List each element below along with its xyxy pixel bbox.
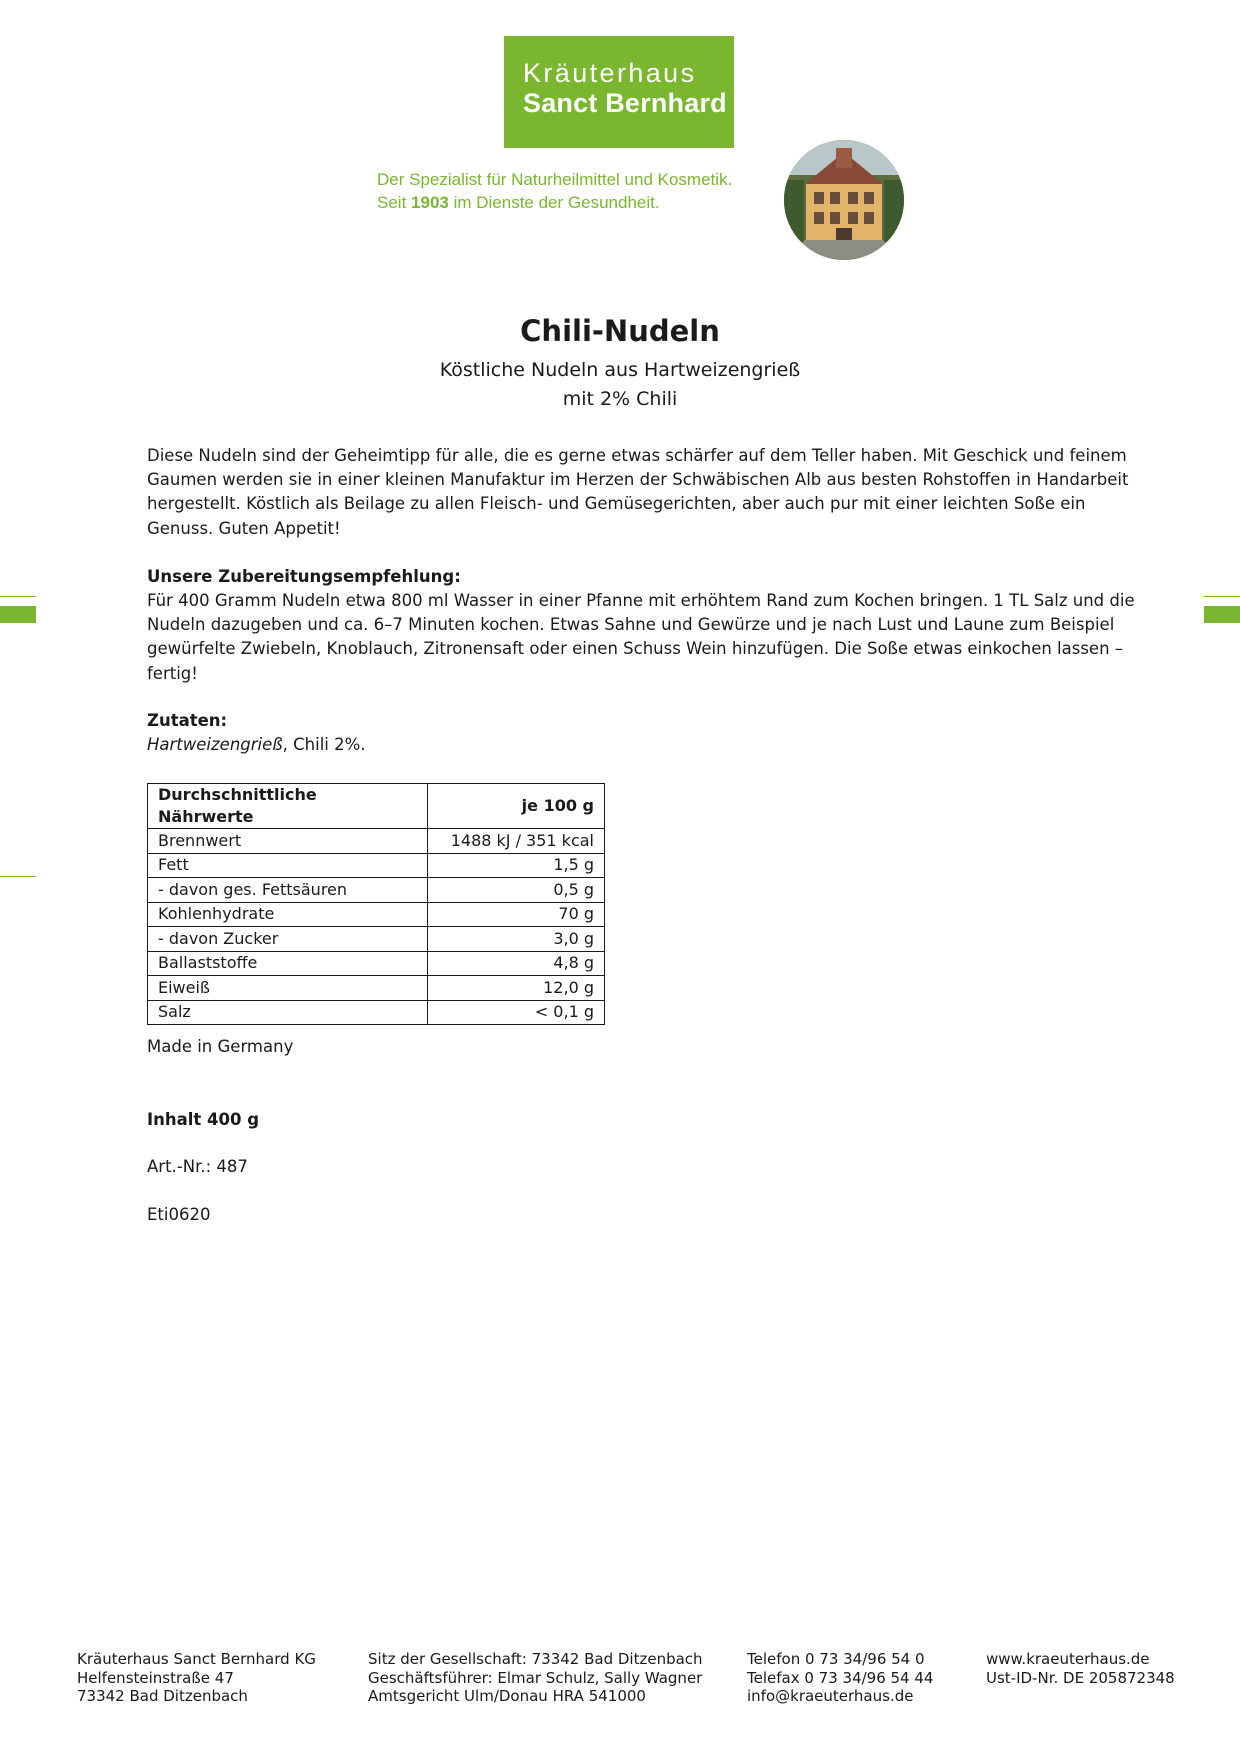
fold-mark-left <box>0 876 36 877</box>
preparation-text: Für 400 Gramm Nudeln etwa 800 ml Wasser in einer Pfanne mit erhöhtem Rand zum Kochen bringen. 1 TL Salz und die Nudeln dazugeben und ca. 6–7 Minuten kochen. Etwas Sahne und Gewürze und je nach Lust und Laune zum Beispiel gewürfelte Zwiebeln, Knoblauch, Zitronensaft oder einen Schuss Wein hinzufügen. Die Soße etwas einkochen lassen – fertig! <box>147 591 1135 683</box>
ingredients-text <box>147 733 1137 757</box>
article-number: Art.-Nr.: 487 <box>147 1157 248 1176</box>
subtitle-line-1: Köstliche Nudeln aus Hartweizengrieß <box>439 359 801 381</box>
label-code: Eti0620 <box>147 1205 211 1224</box>
table-row <box>148 927 605 952</box>
table-row <box>148 853 605 878</box>
footer-line: Amtsgericht Ulm/Donau HRA 541000 <box>368 1687 646 1705</box>
footer-company <box>77 1650 316 1706</box>
footer-line: Helfensteinstraße 47 <box>77 1668 234 1687</box>
footer-line: Geschäftsführer: Elmar Schulz, Sally Wagner <box>368 1668 703 1687</box>
nutrient-value: 1488 kJ / 351 kcal <box>428 829 605 854</box>
footer-vat-id: Ust-ID-Nr. DE 205872348 <box>986 1668 1175 1687</box>
ingredients-rest: , Chili 2%. <box>282 735 366 754</box>
product-description: Diese Nudeln sind der Geheimtipp für alle, die es gerne etwas schärfer auf dem Teller haben. Mit Geschick und feinem Gaumen werden sie in einer kleinen Manufaktur im Herzen der Schwäbischen Alb aus besten Rohstoffen in Handarbeit hergestellt. Köstlich als Beilage zu allen Fleisch- und Gemüsegerichten, aber auch pur mit einer leichten Soße ein Genuss. Guten Appetit! <box>147 446 1129 538</box>
nutrition-header-value: je 100 g <box>428 784 605 829</box>
product-subtitle <box>0 356 1240 414</box>
nutrient-value: 12,0 g <box>428 976 605 1001</box>
nutrient-label: - davon ges. Fettsäuren <box>148 878 428 903</box>
nutrient-label: Eiweiß <box>148 976 428 1001</box>
nutrient-label: Fett <box>148 853 428 878</box>
nutrient-value: 3,0 g <box>428 927 605 952</box>
made-in: Made in Germany <box>147 1037 294 1056</box>
tagline-line-2 <box>377 191 732 214</box>
footer-fax: Telefax 0 73 34/96 54 44 <box>747 1668 934 1687</box>
tagline <box>377 168 732 214</box>
nutrient-value: 70 g <box>428 902 605 927</box>
footer-phone: Telefon 0 73 34/96 54 0 <box>747 1650 925 1668</box>
nutrient-label: - davon Zucker <box>148 927 428 952</box>
tagline-line-1: Der Spezialist für Naturheilmittel und Kosmetik. <box>377 170 733 189</box>
footer-website-link[interactable]: www.kraeuterhaus.de <box>986 1650 1150 1668</box>
nutrient-value: 0,5 g <box>428 878 605 903</box>
footer-legal <box>368 1650 703 1706</box>
table-row <box>148 976 605 1001</box>
nutrient-value: 4,8 g <box>428 951 605 976</box>
product-title: Chili-Nudeln <box>520 314 720 348</box>
table-row <box>148 829 605 854</box>
nutrient-label: Ballaststoffe <box>148 951 428 976</box>
footer-line: Sitz der Gesellschaft: 73342 Bad Ditzenbach <box>368 1650 703 1668</box>
nutrient-label: Brennwert <box>148 829 428 854</box>
footer-line: 73342 Bad Ditzenbach <box>77 1687 248 1705</box>
nutrition-header-label: Durchschnittliche Nährwerte <box>148 784 428 829</box>
crop-mark-left-line <box>0 596 36 597</box>
logo-line-1: Kräuterhaus <box>523 58 697 88</box>
content-amount: Inhalt 400 g <box>147 1110 260 1129</box>
ingredients-heading: Zutaten: <box>147 711 228 730</box>
subtitle-line-2: mit 2% Chili <box>562 388 678 410</box>
nutrient-value: < 0,1 g <box>428 1000 605 1025</box>
table-row <box>148 951 605 976</box>
crop-mark-left-bar <box>0 606 36 623</box>
tagline-year: 1903 <box>411 193 449 212</box>
footer-email-link[interactable]: info@kraeuterhaus.de <box>747 1687 914 1705</box>
logo-line-2: Sanct Bernhard <box>523 88 727 118</box>
tagline-suffix: im Dienste der Gesundheit. <box>448 193 660 212</box>
nutrient-value: 1,5 g <box>428 853 605 878</box>
tagline-prefix: Seit <box>377 193 412 212</box>
table-row <box>148 878 605 903</box>
nutrient-label: Salz <box>148 1000 428 1025</box>
preparation-heading: Unsere Zubereitungsempfehlung: <box>147 567 461 586</box>
footer-contact <box>747 1650 933 1706</box>
footer-web <box>986 1650 1175 1687</box>
house-photo-icon <box>784 140 904 260</box>
table-row <box>148 1000 605 1025</box>
crop-mark-right-line <box>1204 596 1240 597</box>
nutrition-table <box>147 783 605 1025</box>
brand-logo <box>504 36 734 148</box>
ingredients-italic: Hartweizengrieß <box>147 735 283 754</box>
table-row <box>148 902 605 927</box>
footer-line: Kräuterhaus Sanct Bernhard KG <box>77 1650 316 1668</box>
nutrition-header-row <box>148 784 605 829</box>
nutrient-label: Kohlenhydrate <box>148 902 428 927</box>
crop-mark-right-bar <box>1204 606 1240 623</box>
